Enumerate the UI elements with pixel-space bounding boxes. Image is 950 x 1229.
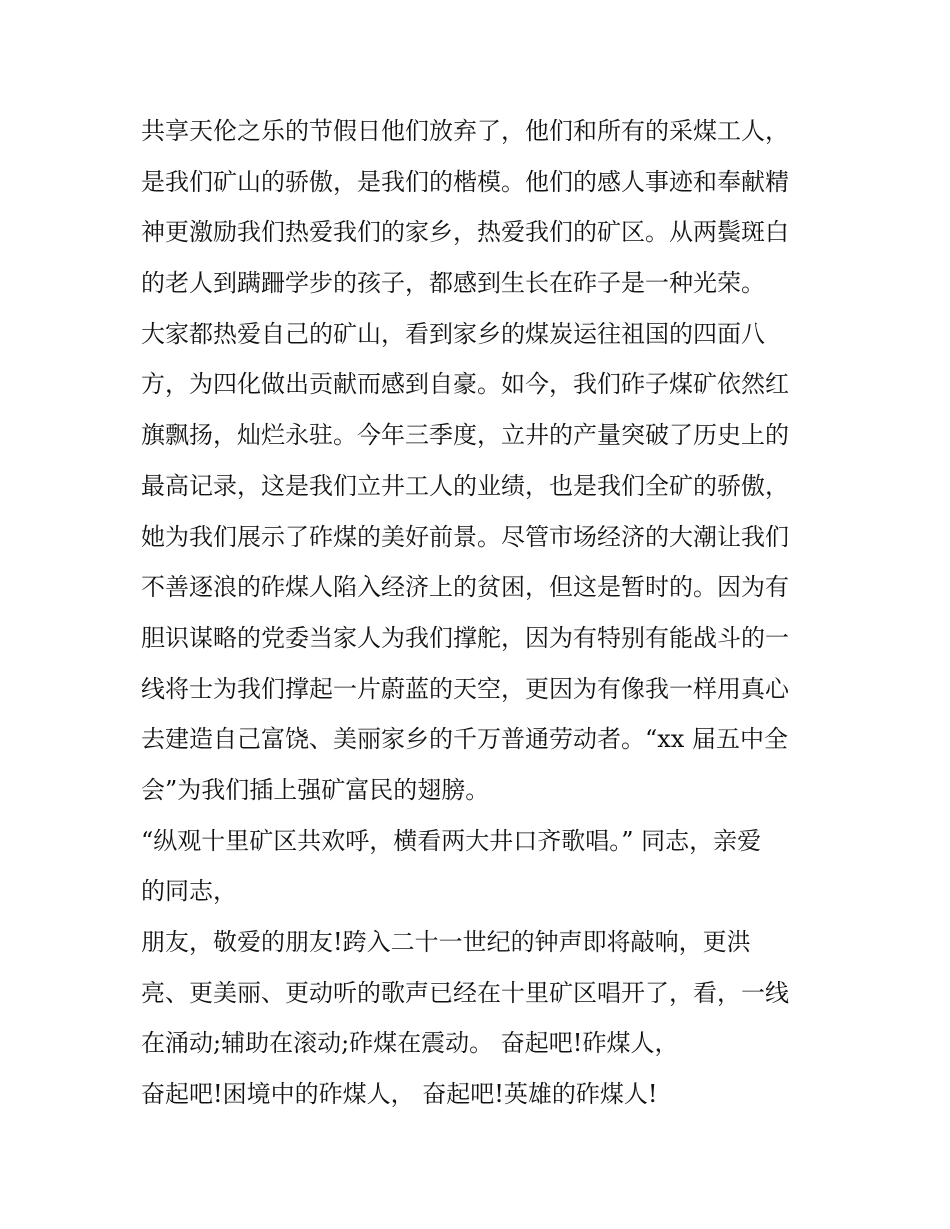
text-line: 在涌动;辅助在滚动;砟煤在震动。 奋起吧!砟煤人， [141, 1029, 679, 1058]
text-line: 方，为四化做出贡献而感到自豪。如今，我们砟子煤矿依然红 [141, 370, 789, 399]
text-line: 她为我们展示了砟煤的美好前景。尽管市场经济的大潮让我们 [141, 522, 789, 551]
text-line: 朋友，敬爱的朋友!跨入二十一世纪的钟声即将敲响，更洪 [141, 928, 751, 956]
text-line: 共享天伦之乐的节假日他们放弃了，他们和所有的采煤工人， [141, 117, 789, 145]
body-text [141, 106, 821, 1120]
text-line: 大家都热爱自己的矿山，看到家乡的煤炭运往祖国的四面八 [141, 319, 765, 348]
text-line: 是我们矿山的骄傲，是我们的楷模。他们的感人事迹和奉献精 [141, 167, 789, 196]
text-line: 胆识谋略的党委当家人为我们撑舵，因为有特别有能战斗的一 [141, 623, 789, 652]
text-line: 奋起吧!困境中的砟煤人， 奋起吧!英雄的砟煤人! [141, 1080, 658, 1109]
text-line: 神更激励我们热爱我们的家乡，热爱我们的矿区。从两鬓斑白 [141, 218, 789, 247]
text-line: 最高记录，这是我们立井工人的业绩，也是我们全矿的骄傲， [141, 471, 789, 500]
text-line: 的同志， [141, 877, 237, 906]
text-line: 亮、更美丽、更动听的歌声已经在十里矿区唱开了，看，一线 [141, 978, 789, 1007]
text-line: 的老人到蹒跚学步的孩子，都感到生长在砟子是一种光荣。 [141, 269, 765, 298]
text-line: 去建造自己富饶、美丽家乡的千万普通劳动者。“xx 届五中全 [141, 725, 788, 754]
text-line: 不善逐浪的砟煤人陷入经济上的贫困，但这是暂时的。因为有 [141, 573, 789, 602]
text-line: 会”为我们插上强矿富民的翅膀。 [141, 775, 490, 804]
text-line: “纵观十里矿区共欢呼，横看两大井口齐歌唱。” 同志，亲爱 [141, 826, 762, 855]
text-line: 旗飘扬，灿烂永驻。今年三季度，立井的产量突破了历史上的 [141, 421, 789, 450]
text-line: 线将士为我们撑起一片蔚蓝的天空，更因为有像我一样用真心 [141, 674, 789, 703]
